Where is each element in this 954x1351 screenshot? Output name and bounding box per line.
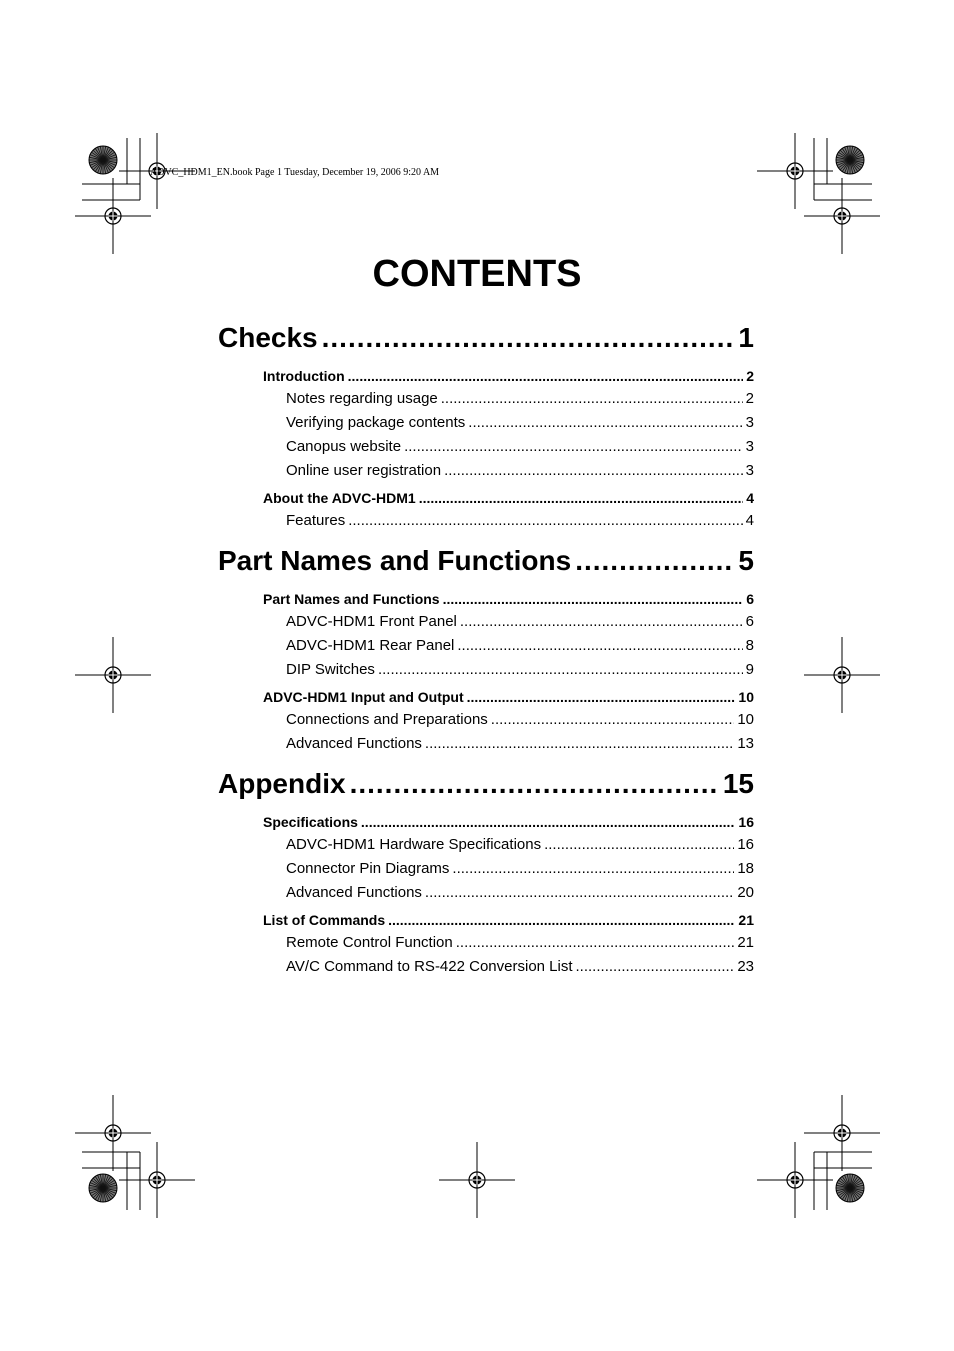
dot-leader (441, 387, 743, 411)
dot-leader (468, 411, 742, 435)
toc-entry[interactable] (218, 459, 754, 483)
toc-section[interactable] (218, 909, 754, 931)
toc-section-title: About the ADVC-HDM1 (263, 490, 416, 506)
dot-leader (467, 686, 736, 708)
toc-entry-page-number: 23 (737, 958, 754, 975)
toc-entry-page-number: 3 (745, 438, 754, 455)
toc-entry-title: Advanced Functions (286, 884, 422, 901)
toc-entry-page-number: 13 (737, 735, 754, 752)
toc-chapter-title: Appendix (218, 768, 346, 799)
toc-entry[interactable] (218, 509, 754, 533)
toc-entry[interactable] (218, 833, 754, 857)
toc-entry[interactable] (218, 708, 754, 732)
toc-section-page-number: 10 (738, 689, 754, 705)
toc-section-page-number: 16 (738, 814, 754, 830)
toc-chapter-title: Part Names and Functions (218, 545, 572, 576)
toc-entry-title: ADVC-HDM1 Hardware Specifications (286, 836, 542, 853)
toc-entry-title: Connections and Preparations (286, 711, 488, 728)
toc-entry[interactable] (218, 387, 754, 411)
toc-entry-title: Verifying package contents (286, 414, 466, 431)
toc-chapter-page-number: 5 (738, 545, 754, 576)
dot-leader (404, 435, 743, 459)
toc-chapter-title: Checks (218, 322, 318, 353)
toc-entry-page-number: 20 (737, 884, 754, 901)
toc-entry[interactable] (218, 435, 754, 459)
toc-entry-title: Canopus website (286, 438, 402, 455)
toc-entry-title: ADVC-HDM1 Front Panel (286, 613, 457, 630)
dot-leader (378, 658, 743, 682)
toc-section-page-number: 4 (746, 490, 754, 506)
toc-entry[interactable] (218, 857, 754, 881)
toc-entry[interactable] (218, 732, 754, 756)
toc-entry-page-number: 21 (737, 934, 754, 951)
toc-section-title: List of Commands (263, 912, 386, 928)
toc-chapter-page-number: 15 (722, 768, 754, 799)
toc-section-page-number: 6 (746, 591, 754, 607)
toc-section[interactable] (218, 811, 754, 833)
toc-entry[interactable] (218, 658, 754, 682)
toc-section-title: Part Names and Functions (263, 591, 440, 607)
toc-chapter-page-number: 1 (738, 322, 754, 353)
toc-entry-page-number: 2 (745, 390, 754, 407)
dot-leader (460, 610, 743, 634)
toc-entry[interactable] (218, 610, 754, 634)
dot-leader (575, 543, 734, 579)
toc-chapter[interactable] (218, 766, 754, 802)
spacer (218, 802, 754, 811)
toc-entry-page-number: 16 (737, 836, 754, 853)
page-title: CONTENTS (372, 253, 582, 295)
dot-leader (322, 320, 735, 356)
toc-entry[interactable] (218, 881, 754, 905)
toc-entry-title: DIP Switches (286, 661, 375, 678)
dot-leader (361, 811, 736, 833)
dot-leader (425, 881, 734, 905)
dot-leader (444, 459, 743, 483)
toc-entry[interactable] (218, 411, 754, 435)
toc-section-page-number: 2 (746, 368, 754, 384)
dot-leader (443, 588, 744, 610)
toc-section[interactable] (218, 588, 754, 610)
spacer (218, 579, 754, 588)
toc-section-title: ADVC-HDM1 Input and Output (263, 689, 464, 705)
toc-entry[interactable] (218, 634, 754, 658)
toc-entry-title: ADVC-HDM1 Rear Panel (286, 637, 455, 654)
print-info-header: ADVC_HDM1_EN.book Page 1 Tuesday, December 19, 2006 9:20 AM (150, 167, 440, 178)
toc-entry-page-number: 8 (745, 637, 754, 654)
dot-leader (544, 833, 734, 857)
toc-section-title: Introduction (263, 368, 345, 384)
spacer (218, 756, 754, 766)
toc-entry-title: Notes regarding usage (286, 390, 438, 407)
toc-entry-title: Advanced Functions (286, 735, 422, 752)
toc-entry[interactable] (218, 931, 754, 955)
dot-leader (388, 909, 735, 931)
toc-section-page-number: 21 (738, 912, 754, 928)
dot-leader (348, 365, 744, 387)
table-of-contents (218, 320, 754, 979)
toc-chapter[interactable] (218, 543, 754, 579)
toc-entry-page-number: 3 (745, 462, 754, 479)
toc-entry-page-number: 18 (737, 860, 754, 877)
toc-section[interactable] (218, 365, 754, 387)
toc-entry-page-number: 4 (745, 512, 754, 529)
spacer (218, 356, 754, 365)
toc-entry-title: Features (286, 512, 346, 529)
dot-leader (452, 857, 734, 881)
toc-entry-page-number: 6 (745, 613, 754, 630)
dot-leader (491, 708, 735, 732)
toc-entry-title: Connector Pin Diagrams (286, 860, 450, 877)
toc-entry-title: Remote Control Function (286, 934, 453, 951)
toc-entry-page-number: 10 (737, 711, 754, 728)
toc-entry-title: Online user registration (286, 462, 442, 479)
toc-entry-page-number: 9 (745, 661, 754, 678)
dot-leader (419, 487, 744, 509)
dot-leader (348, 509, 742, 533)
dot-leader (576, 955, 735, 979)
dot-leader (457, 634, 742, 658)
toc-section[interactable] (218, 487, 754, 509)
toc-chapter[interactable] (218, 320, 754, 356)
dot-leader (456, 931, 735, 955)
dot-leader (350, 766, 719, 802)
toc-entry-page-number: 3 (745, 414, 754, 431)
toc-entry[interactable] (218, 955, 754, 979)
spacer (218, 533, 754, 543)
toc-entry-title: AV/C Command to RS-422 Conversion List (286, 958, 573, 975)
toc-section[interactable] (218, 686, 754, 708)
dot-leader (425, 732, 734, 756)
toc-section-title: Specifications (263, 814, 358, 830)
